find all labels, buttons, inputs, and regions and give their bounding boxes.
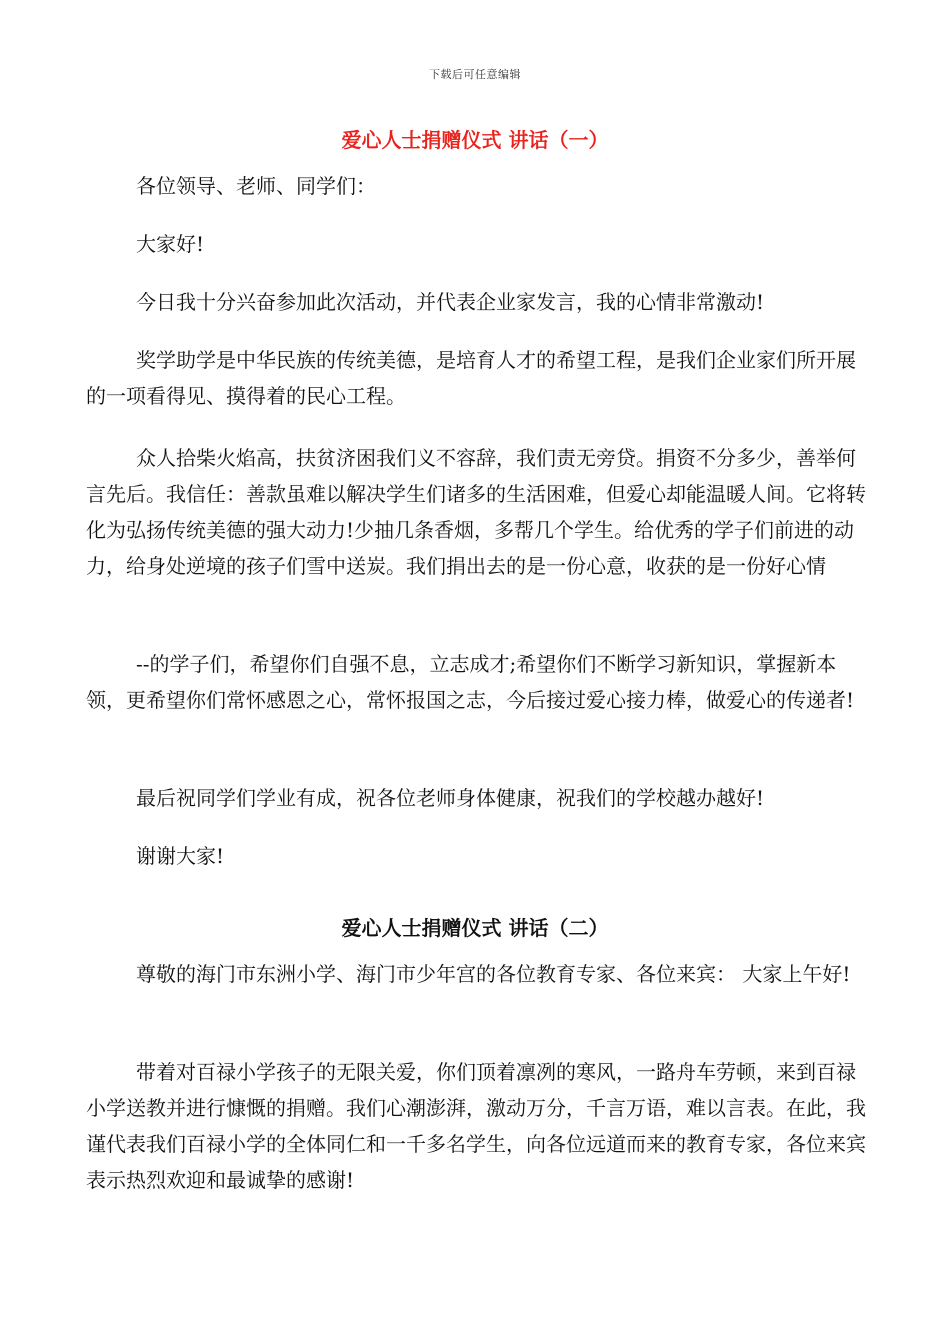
paragraph: 谢谢大家!	[136, 844, 225, 868]
section-2-title: 爱心人士捐赠仪式 讲话（二）	[341, 916, 609, 940]
paragraph: 奖学助学是中华民族的传统美德，是培育人才的希望工程，是我们企业家们所开展的一项看得见、摸得着的民心工程。	[86, 348, 856, 408]
paragraph: 带着对百禄小学孩子的无限关爱，你们顶着凛冽的寒风，一路舟车劳顿，来到百禄小学送教并进行慷慨的捐赠。我们心潮澎湃，激动万分，千言万语，难以言表。在此，我谨代表我们百禄小学的全体同仁和一千多名学生，向各位远道而来的教育专家，各位来宾表示热烈欢迎和最诚挚的感谢!	[86, 1060, 866, 1192]
paragraph: 各位领导、老师、同学们：	[136, 174, 376, 198]
paragraph: 最后祝同学们学业有成，祝各位老师身体健康，祝我们的学校越办越好!	[136, 786, 765, 810]
paragraph: 今日我十分兴奋参加此次活动，并代表企业家发言，我的心情非常激动!	[136, 290, 765, 314]
section-1-title: 爱心人士捐赠仪式 讲话（一）	[341, 128, 609, 152]
header-note: 下载后可任意编辑	[429, 68, 521, 81]
paragraph: 众人拾柴火焰高，扶贫济困我们义不容辞，我们责无旁贷。捐资不分多少，善举何言先后。我信任：善款虽难以解决学生们诸多的生活困难，但爱心却能温暖人间。它将转化为弘扬传统美德的强大动力!少抽几条香烟，多帮几个学生。给优秀的学子们前进的动力，给身处逆境的孩子们雪中送炭。我们捐出去的是一份心意，收获的是一份好心情	[86, 446, 866, 578]
paragraph: 尊敬的海门市东洲小学、海门市少年宫的各位教育专家、各位来宾： 大家上午好!	[136, 962, 851, 986]
paragraph: --的学子们，希望你们自强不息，立志成才;希望你们不断学习新知识，掌握新本领，更希望你们常怀感恩之心，常怀报国之志，今后接过爱心接力棒，做爱心的传递者!	[86, 652, 855, 712]
paragraph: 大家好!	[136, 232, 205, 256]
